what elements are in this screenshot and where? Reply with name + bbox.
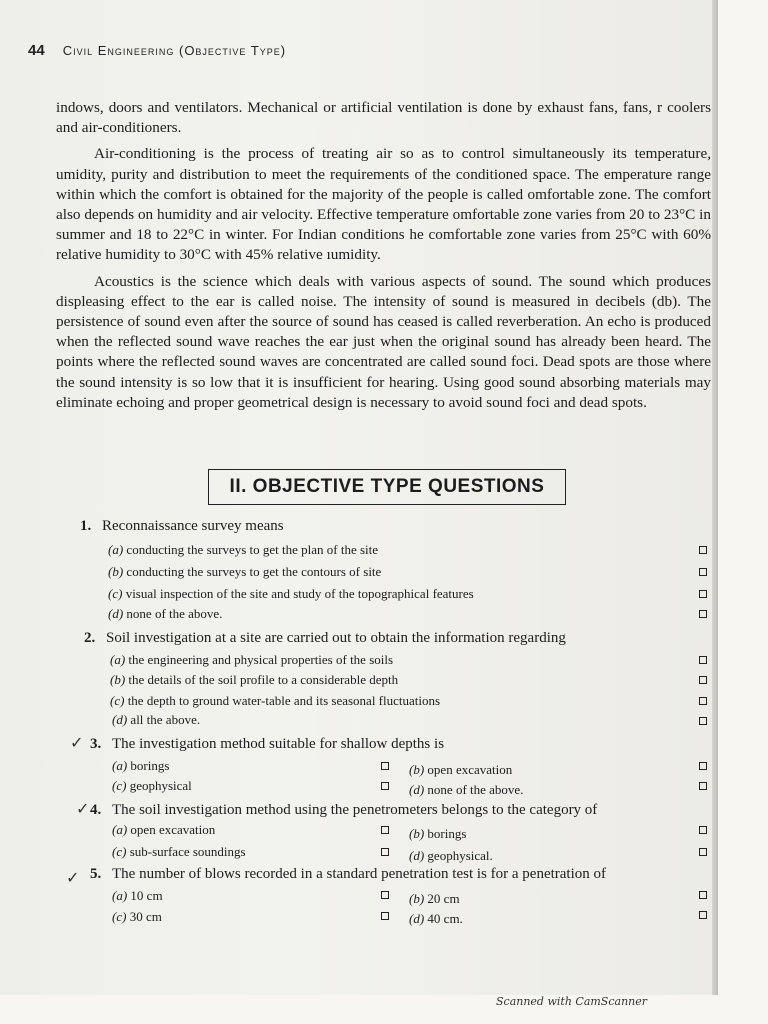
- section-title: II. OBJECTIVE TYPE QUESTIONS: [208, 469, 566, 505]
- q1-answer-checkbox-a[interactable]: [699, 546, 707, 554]
- question-1-stem: [80, 518, 284, 535]
- question-text: Reconnaissance survey means: [102, 518, 284, 534]
- question-4-stem: [90, 802, 597, 819]
- q5-option-b: (b) 20 cm: [409, 891, 460, 906]
- q5-option-a: (a) 10 cm: [112, 888, 163, 903]
- question-number: 2.: [84, 630, 96, 646]
- question-2-stem: [84, 630, 566, 647]
- q1-option-b: (b) conducting the surveys to get the contours of site: [108, 564, 382, 579]
- handwritten-tick-mark: ✓: [76, 799, 90, 818]
- q1-option-a: (a) conducting the surveys to get the plan of the site: [108, 542, 379, 557]
- question-text: The soil investigation method using the penetrometers belongs to the category of: [112, 802, 598, 818]
- question-text: The investigation method suitable for shallow depths is: [112, 736, 445, 752]
- q4-option-d: (d) geophysical.: [409, 848, 493, 863]
- question-number: 5.: [90, 866, 102, 882]
- q1-answer-checkbox-b[interactable]: [699, 568, 707, 576]
- handwritten-tick-mark: ✓: [66, 868, 80, 887]
- q4-answer-checkbox-a[interactable]: [381, 826, 389, 834]
- paragraph-air-conditioning: Air-conditioning is the process of treating air so as to control simultaneously its temperature, umidity, purity and distribution to meet the requirements of the conditioned space. The emperature range within which the comfort is obtained for the majority of the people is called omfortable zone. The comfort also depends on humidity and air velocity. Effective temperature omfortable zone varies from 20 to 23°C in summer and 18 to 22°C in winter. For Indian conditions he comfortable zone varies from 25°C with 60% relative humidity to 30°C with 45% relative ıumidity.: [56, 145, 711, 264]
- question-number: 4.: [90, 802, 102, 818]
- q4-answer-checkbox-d[interactable]: [699, 848, 707, 856]
- q2-option-a: (a) the engineering and physical properties of the soils: [110, 652, 394, 667]
- q4-option-a: (a) open excavation: [112, 822, 216, 837]
- q5-answer-checkbox-b[interactable]: [699, 891, 707, 899]
- q2-option-c: (c) the depth to ground water-table and its seasonal fluctuations: [110, 693, 441, 708]
- page-number: 44: [28, 42, 45, 59]
- q5-answer-checkbox-d[interactable]: [699, 911, 707, 919]
- question-text: The number of blows recorded in a standard penetration test is for a penetration of: [112, 866, 606, 882]
- q4-answer-checkbox-b[interactable]: [699, 826, 707, 834]
- running-title: Civil Engineering (Objective Type): [62, 43, 287, 58]
- q3-option-c: (c) geophysical: [112, 778, 192, 793]
- q2-answer-checkbox-b[interactable]: [699, 676, 707, 684]
- q2-answer-checkbox-d[interactable]: [699, 717, 707, 725]
- q1-option-c: (c) visual inspection of the site and study of the topographical features: [108, 586, 474, 601]
- q1-answer-checkbox-c[interactable]: [699, 590, 707, 598]
- question-5-stem: [90, 866, 606, 883]
- q3-answer-checkbox-b[interactable]: [699, 762, 707, 770]
- q3-answer-checkbox-a[interactable]: [381, 762, 389, 770]
- question-number: 1.: [80, 518, 92, 534]
- q2-option-b: (b) the details of the soil profile to a considerable depth: [110, 672, 399, 687]
- q2-answer-checkbox-a[interactable]: [699, 656, 707, 664]
- q1-option-d: (d) none of the above.: [108, 606, 223, 621]
- handwritten-tick-mark: ✓: [70, 733, 84, 752]
- q4-option-c: (c) sub-surface soundings: [112, 844, 246, 859]
- q2-answer-checkbox-c[interactable]: [699, 697, 707, 705]
- question-number: 3.: [90, 736, 102, 752]
- q3-answer-checkbox-c[interactable]: [381, 782, 389, 790]
- q5-option-c: (c) 30 cm: [112, 909, 162, 924]
- q3-option-b: (b) open excavation: [409, 762, 513, 777]
- q2-option-d: (d) all the above.: [112, 712, 201, 727]
- scan-watermark: Scanned with CamScanner: [496, 995, 648, 1008]
- question-text: Soil investigation at a site are carried out to obtain the information regarding: [106, 630, 566, 646]
- paragraph-acoustics: Acoustics is the science which deals with various aspects of sound. The sound which produces displeasing effect to the ear is called noise. The intensity of sound is measured in decibels (db). The persistence of sound even after the source of sound has ceased is called reverberation. An echo is produced when the reflected sound wave reaches the ear just when the original sound has already been heard. The points where the reflected sound waves are concentrated are called sound foci. Dead spots are those where the sound intensity is so low that it is insufficient for hearing. Using good sound absorbing materials may eliminate echoing and proper geometrical design is necessary to avoid sound foci and dead spots.: [56, 272, 711, 411]
- q4-option-b: (b) borings: [409, 826, 467, 841]
- paragraph-ventilation: indows, doors and ventilators. Mechanical or artificial ventilation is done by exhaust fans, fans, r coolers and air-conditioners.: [56, 99, 711, 137]
- q5-option-d: (d) 40 cm.: [409, 911, 463, 926]
- q1-answer-checkbox-d[interactable]: [699, 610, 707, 618]
- q3-option-d: (d) none of the above.: [409, 782, 524, 797]
- question-3-stem: [90, 736, 444, 753]
- q3-answer-checkbox-d[interactable]: [699, 782, 707, 790]
- q3-option-a: (a) borings: [112, 758, 170, 773]
- q5-answer-checkbox-a[interactable]: [381, 891, 389, 899]
- q4-answer-checkbox-c[interactable]: [381, 848, 389, 856]
- q5-answer-checkbox-c[interactable]: [381, 912, 389, 920]
